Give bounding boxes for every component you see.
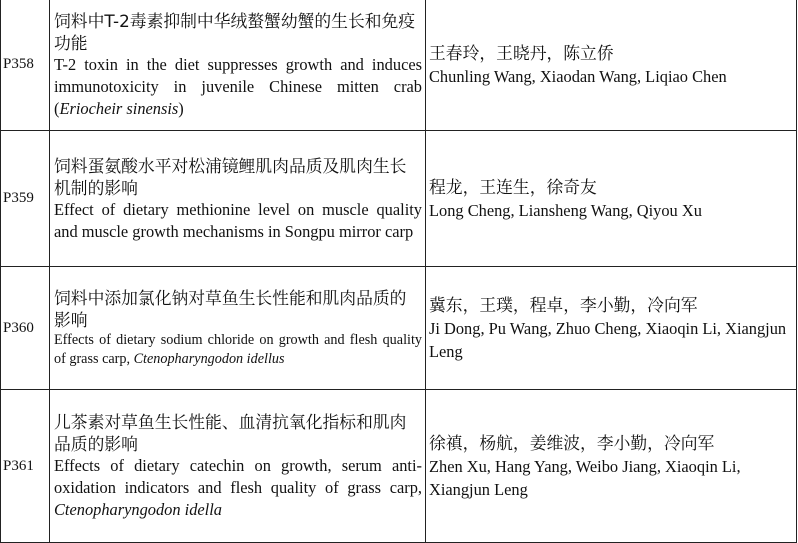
- paper-title-en: [54, 455, 422, 521]
- authors-en: Zhen Xu, Hang Yang, Weibo Jiang, Xiaoqin Li, Xiangjun Leng: [429, 457, 741, 499]
- authors-en: Chunling Wang, Xiaodan Wang, Liqiao Chen: [429, 67, 727, 86]
- authors-en: Long Cheng, Liansheng Wang, Qiyou Xu: [429, 201, 702, 220]
- paper-title-en-text: Effects of dietary sodium chloride on growth and flesh quality of grass carp,: [54, 332, 422, 367]
- paper-title-cell: [50, 131, 426, 267]
- paper-id: P361: [1, 390, 50, 543]
- paper-title-en-text: T-2 toxin in the diet suppresses growth and induces immunotoxicity in juvenile Chinese mitten crab: [54, 54, 422, 96]
- authors-cell: [426, 267, 797, 390]
- table-row: [1, 0, 797, 131]
- paper-title-zh: 饲料蛋氨酸水平对松浦镜鲤肌肉品质及肌肉生长机制的影响: [54, 155, 407, 198]
- authors-zh: 王春玲，王晓丹，陈立侨: [429, 43, 614, 63]
- paper-id: P359: [1, 131, 50, 267]
- authors-zh: 徐禛，杨航，姜维波，李小勤，冷向军: [429, 433, 715, 453]
- authors-en: Ji Dong, Pu Wang, Zhuo Cheng, Xiaoqin Li, Xiangjun Leng: [429, 319, 787, 361]
- paper-id: P360: [1, 267, 50, 390]
- paren-close: ): [178, 98, 184, 118]
- paren-open: (: [54, 98, 60, 118]
- table-row: [1, 131, 797, 267]
- table-row: [1, 267, 797, 390]
- species-name: Ctenopharyngodon idella: [54, 500, 222, 519]
- paper-title-en-text: Effects of dietary catechin on growth, serum anti-oxidation indicators and flesh quality of grass carp,: [54, 456, 422, 497]
- paper-title-en: Effect of dietary methionine level on muscle quality and muscle growth mechanisms in Songpu mirror carp: [54, 199, 422, 241]
- species-name: Ctenopharyngodon idellus: [133, 351, 285, 367]
- authors-cell: [426, 390, 797, 543]
- paper-title-zh: 儿茶素对草鱼生长性能、血清抗氧化指标和肌肉品质的影响: [54, 412, 407, 454]
- species-name: Eriocheir sinensis: [59, 98, 179, 118]
- paper-title-en: [54, 54, 422, 120]
- paper-id: P358: [1, 0, 50, 131]
- paper-title-en: [54, 331, 422, 369]
- paper-title-cell: [50, 267, 426, 390]
- paper-title-zh: 饲料中添加氯化钠对草鱼生长性能和肌肉品质的影响: [54, 288, 407, 330]
- paper-title-cell: [50, 390, 426, 543]
- authors-zh: 冀东，王璞，程卓，李小勤，冷向军: [429, 295, 698, 315]
- paper-title-cell: [50, 0, 426, 131]
- authors-cell: [426, 131, 797, 267]
- authors-cell: [426, 0, 797, 131]
- authors-zh: 程龙，王连生，徐奇友: [429, 177, 597, 197]
- paper-title-zh: 饲料中T-2毒素抑制中华绒螯蟹幼蟹的生长和免疫功能: [54, 10, 416, 53]
- table-row: [1, 390, 797, 543]
